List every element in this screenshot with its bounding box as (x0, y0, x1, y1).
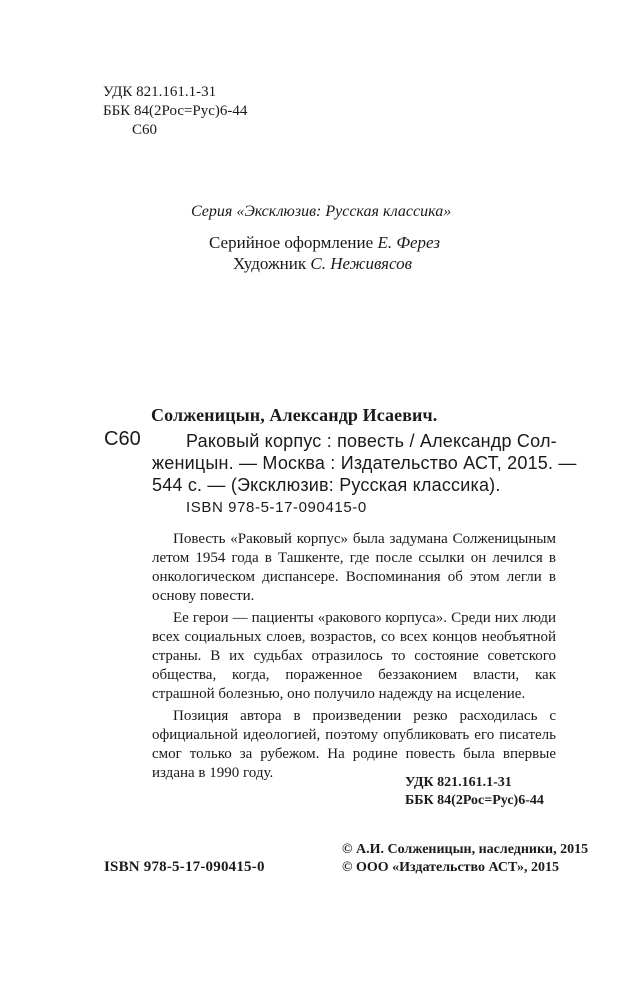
entry-isbn: ISBN 978-5-17-090415-0 (186, 499, 367, 516)
artist-credit (233, 254, 412, 274)
bib-line-3: 544 с. — (Эксклюзив: Русская классика). (152, 475, 501, 495)
bib-description (152, 430, 577, 496)
design-name: Е. Ферез (377, 233, 440, 252)
bib-line-2: женицын. — Москва : Издательство АСТ, 2015. — (152, 453, 577, 473)
bbk-code: ББК 84(2Рос=Рус)6-44 (103, 103, 248, 119)
artist-label: Художник (233, 254, 307, 273)
bottom-classification (405, 774, 544, 810)
udk-code: УДК 821.161.1-31 (103, 84, 217, 100)
annotation (152, 530, 556, 783)
author-mark: С60 (132, 122, 158, 138)
classification-block (103, 83, 247, 140)
artist-name: С. Неживясов (310, 254, 413, 273)
copyright-block (342, 841, 588, 877)
bottom-isbn: ISBN 978-5-17-090415-0 (104, 859, 265, 875)
copyright-publisher: © ООО «Издательство АСТ», 2015 (342, 860, 560, 875)
entry-author-mark: С60 (104, 428, 141, 450)
copyright-author: © А.И. Солженицын, наследники, 2015 (342, 842, 589, 857)
annotation-paragraph: Повесть «Раковый корпус» была задумана Солженицыным летом 1954 года в Ташкенте, где после ссылки он лечился в онкологическом диспансере. Воспоминания об этом легли в основу повести. (152, 531, 556, 604)
annotation-paragraph: Позиция автора в произведении резко расходилась с официальной идеологией, поэтому опубликовать его писатель смог только за рубежом. На родине повесть была впервые издана в 1990 году. (152, 708, 556, 781)
series-title: Серия «Эксклюзив: Русская классика» (191, 203, 452, 220)
series-design-credit (209, 233, 440, 253)
bib-line-1: Раковый корпус : повесть / Александр Сол- (186, 431, 557, 451)
author-heading: Солженицын, Александр Исаевич. (151, 405, 438, 425)
bottom-bbk: ББК 84(2Рос=Рус)6-44 (405, 793, 544, 808)
bottom-udk: УДК 821.161.1-31 (405, 775, 512, 790)
design-label: Серийное оформление (209, 233, 374, 252)
annotation-paragraph: Ее герои — пациенты «ракового корпуса». Среди них люди всех социальных слоев, возрастов, со всех концов необъятной страны. В их судьбах отразилось то состояние советского общества, когда, пораженное беззаконием власти, как страшной болезнью, оно получило надежду на исцеление. (152, 610, 556, 702)
